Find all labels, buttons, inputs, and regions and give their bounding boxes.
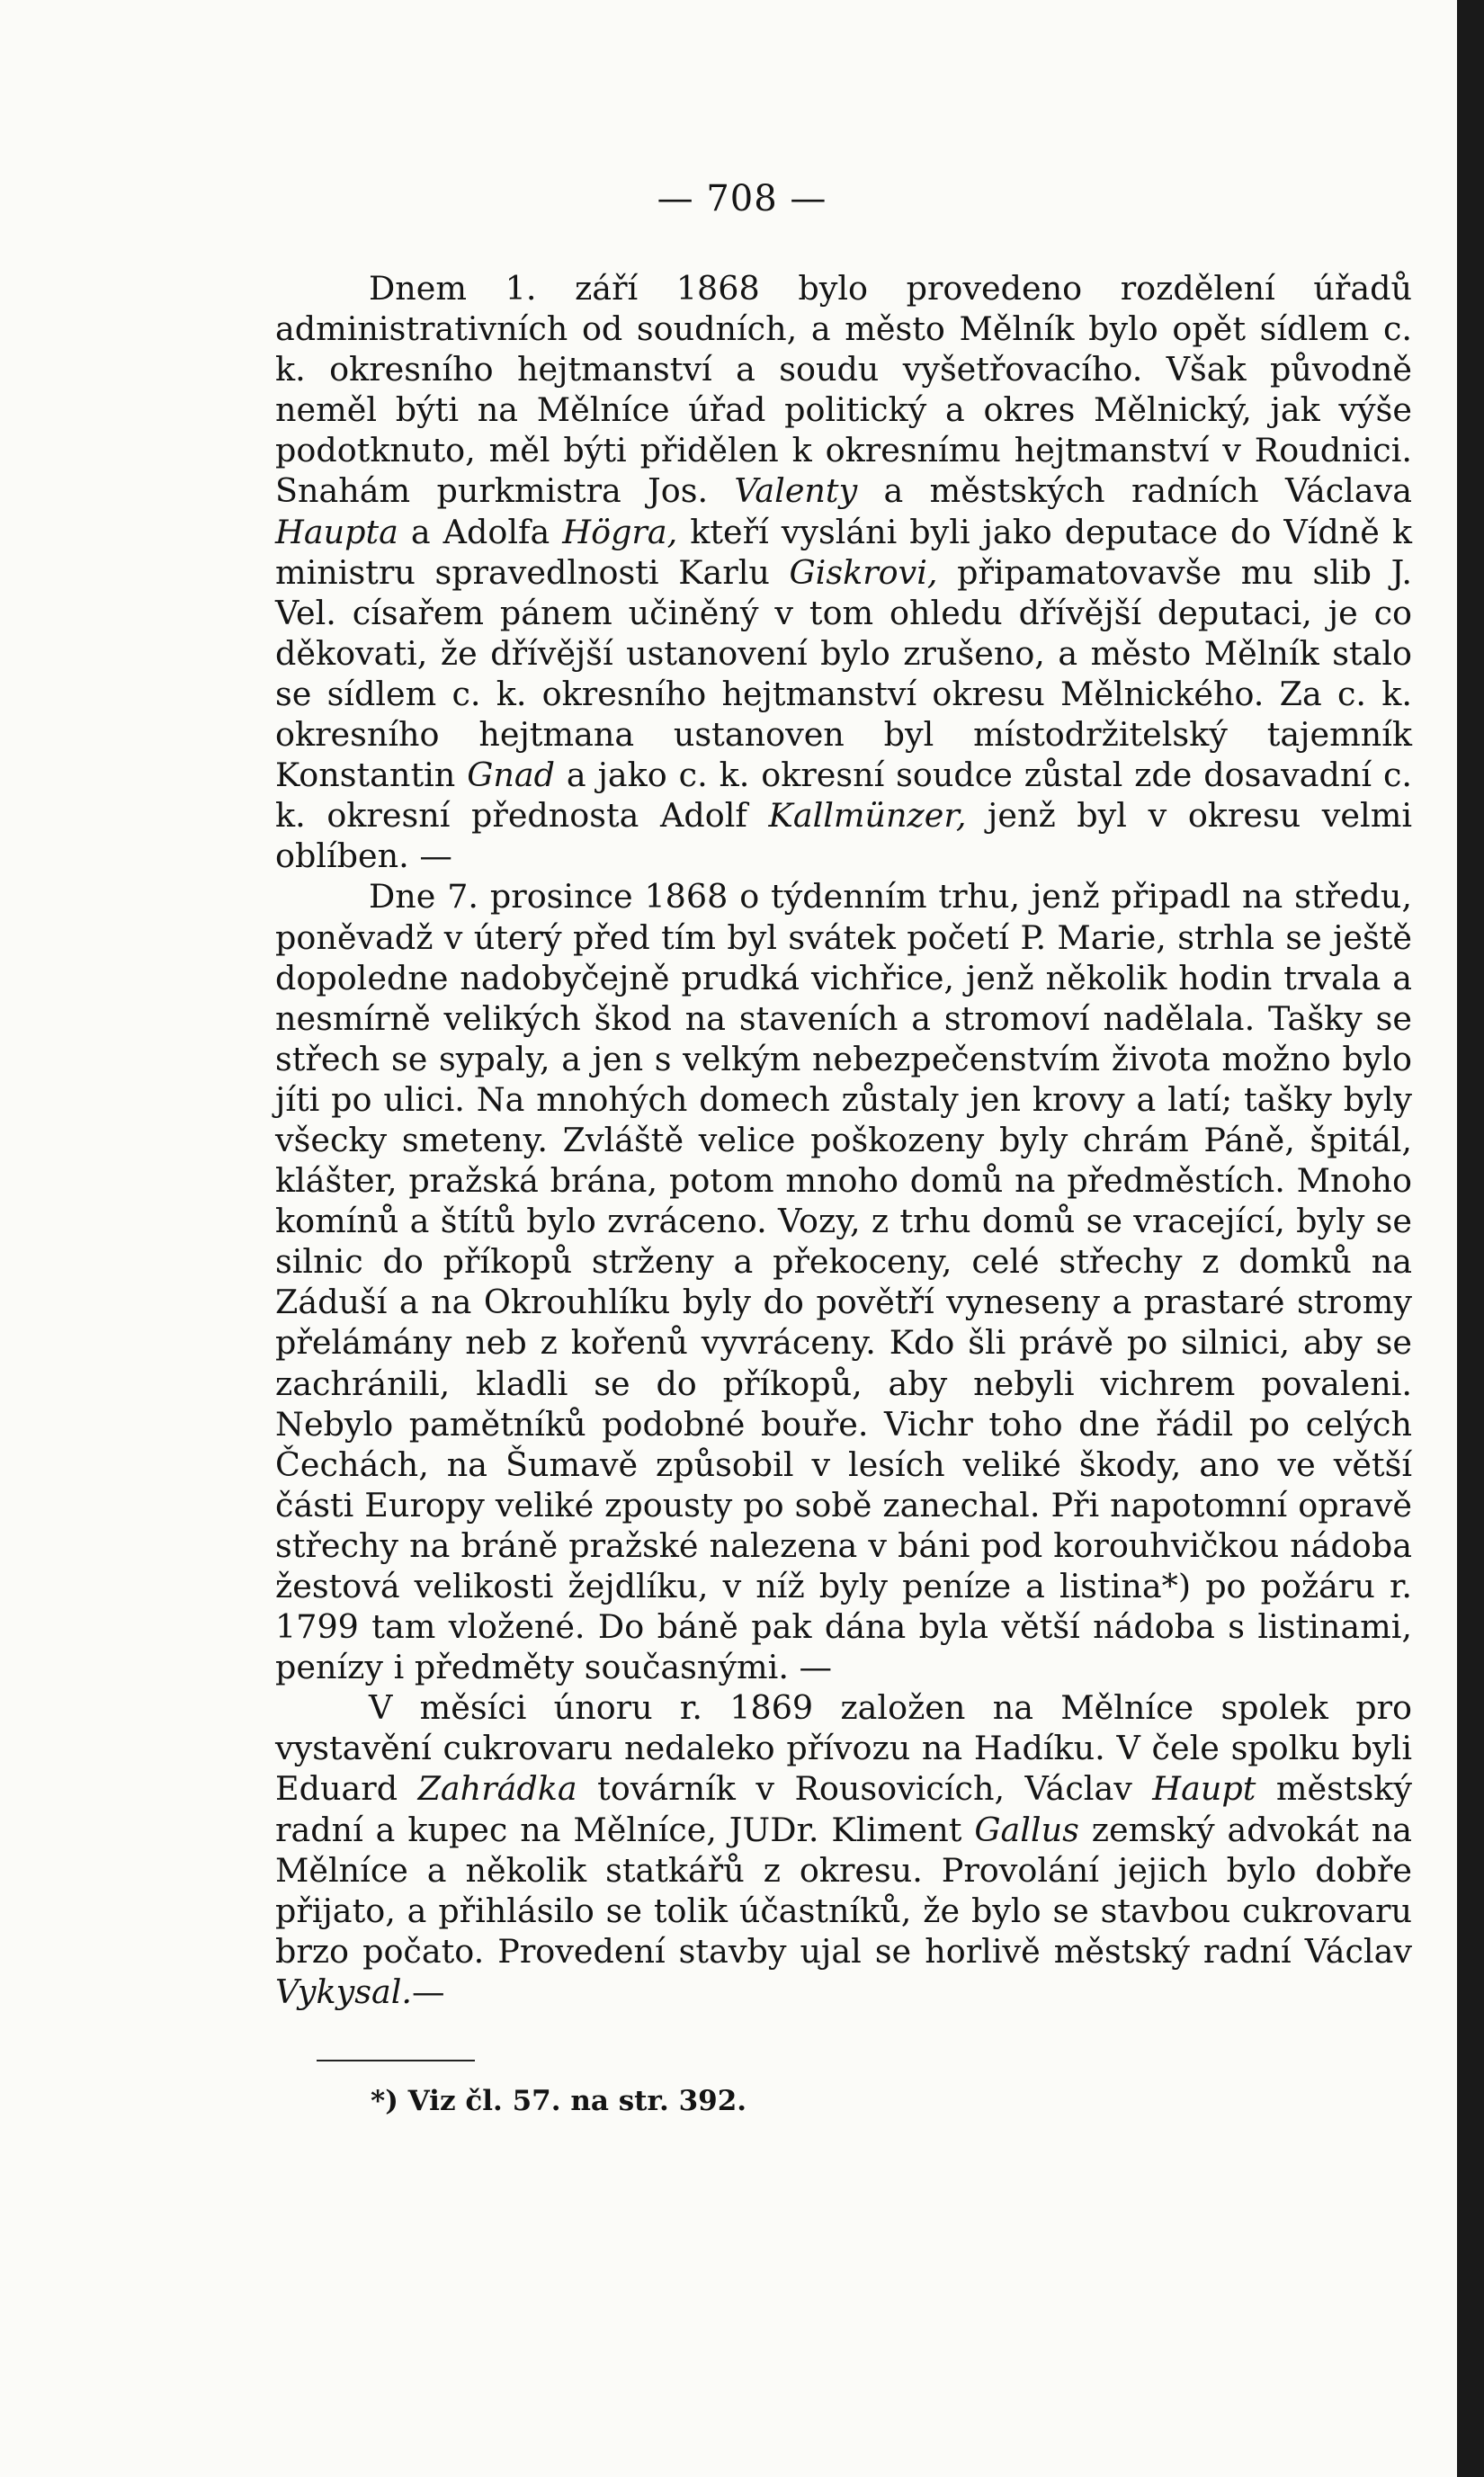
footnote-divider bbox=[317, 2060, 475, 2061]
text-segment: kteří vysláni byli jako deputace do Vídně k ministru spravedlnosti Karlu bbox=[275, 512, 1412, 592]
italic-name: Gnad bbox=[467, 756, 555, 795]
italic-name: Haupt bbox=[1152, 1769, 1256, 1809]
text-segment: zemský advokát na Mělníce a několik statkářů z okresu. Provolání jejich bylo dobře přijato, a přihlásilo se tolik účastníků, že bylo se stavbou cukrovaru brzo počato. Provedení stavby ujal se horlivě městský radní Václav bbox=[275, 1810, 1412, 1971]
italic-name: Zahrádka bbox=[417, 1769, 577, 1809]
page-number: — 708 — bbox=[657, 178, 827, 219]
text-segment: továrník v Rousovicích, Václav bbox=[577, 1769, 1153, 1809]
body-text bbox=[275, 268, 1412, 2012]
paragraph bbox=[275, 268, 1412, 876]
text-segment: jenž byl v okresu velmi oblíben. — bbox=[275, 796, 1412, 876]
footnote: *) Viz čl. 57. na str. 392. bbox=[371, 2085, 747, 2117]
text-segment: Dne 7. prosince 1868 o týdenním trhu, jenž připadl na středu, poněvadž v úterý před tím byl svátek početí P. Marie, strhla se ještě dopoledne nadobyčejně prudká vichřice, jenž několik hodin trvala a nesmírně velikých škod na staveních a stromoví nadělala. Tašky se střech se sypaly, a jen s velkým nebezpečenstvím života možno bylo jíti po ulici. Na mnohých domech zůstaly jen krovy a latí; tašky byly všecky smeteny. Zvláště velice poškozeny byly chrám Páně, špitál, klášter, pražská brána, potom mnoho domů na předměstích. Mnoho komínů a štítů bylo zvráceno. Vozy, z trhu domů se vracející, byly se silnic do příkopů strženy a překoceny, celé střechy z domků na Záduší a na Okrouhlíku byly do povětří vyneseny a prastaré stromy přelámány neb z kořenů vyvráceny. Kdo šli právě po silnici, aby se zachránili, kladli se do příkopů, aby nebyli vichrem povaleni. Nebylo pamětníků podobné bouře. Vichr toho dne řádil po celých Čechách, na Šumavě způsobil v lesích veliké škody, ano ve větší části Europy veliké zpousty po sobě zanechal. Při napotomní opravě střechy na bráně pražské nalezena v báni pod korouhvičkou nádoba žestová velikosti žejdlíku, v níž byly peníze a listina*) po požáru r. 1799 tam vložené. Do báně pak dána byla větší nádoba s listinami, penízy i předměty současnými. — bbox=[275, 877, 1412, 1687]
text-segment: a jako c. k. okresní soudce zůstal zde dosavadní c. k. okresní přednosta Adolf bbox=[275, 756, 1413, 836]
italic-name: Valenty bbox=[734, 471, 858, 511]
text-segment: V měsíci únoru r. 1869 založen na Mělníce spolek pro vystavění cukrovaru nedaleko přívozu na Hadíku. V čele spolku byli Eduard bbox=[275, 1688, 1412, 1809]
paragraph bbox=[275, 1687, 1412, 2012]
text-segment: připamatovavše mu slib J. Vel. císařem pánem učiněný v tom ohledu dřívější deputaci, je co děkovati, že dřívější ustanovení bylo zrušeno, a město Mělník stalo se sídlem c. k. okresního hejtmanství okresu Mělnického. Za c. k. okresního hejtmana ustanoven byl místodržitelský tajemník Konstantin bbox=[275, 552, 1412, 795]
text-segment: a městských radních Václava bbox=[857, 471, 1412, 511]
text-segment: a Adolfa bbox=[398, 512, 563, 551]
italic-name: Vykysal. bbox=[275, 1972, 413, 2011]
paragraph bbox=[275, 876, 1412, 1687]
italic-name: Högra, bbox=[562, 512, 678, 551]
italic-name: Haupta bbox=[275, 512, 398, 551]
italic-name: Gallus bbox=[974, 1810, 1079, 1849]
italic-name: Kallmünzer, bbox=[768, 796, 967, 836]
text-segment: — bbox=[412, 1972, 445, 2011]
text-segment: městský radní a kupec na Mělníce, JUDr. Kliment bbox=[275, 1769, 1412, 1849]
italic-name: Giskrovi, bbox=[789, 552, 938, 592]
text-segment: Dnem 1. září 1868 bylo provedeno rozdělení úřadů administrativních od soudních, a město Mělník bylo opět sídlem c. k. okresního hejtmanství a soudu vyšetřovacího. Však původně neměl býti na Mělníce úřad politický a okres Mělnický, jak výše podotknuto, měl býti přidělen k okresnímu hejtmanství v Roudnici. Snahám purkmistra Jos. bbox=[275, 269, 1412, 511]
